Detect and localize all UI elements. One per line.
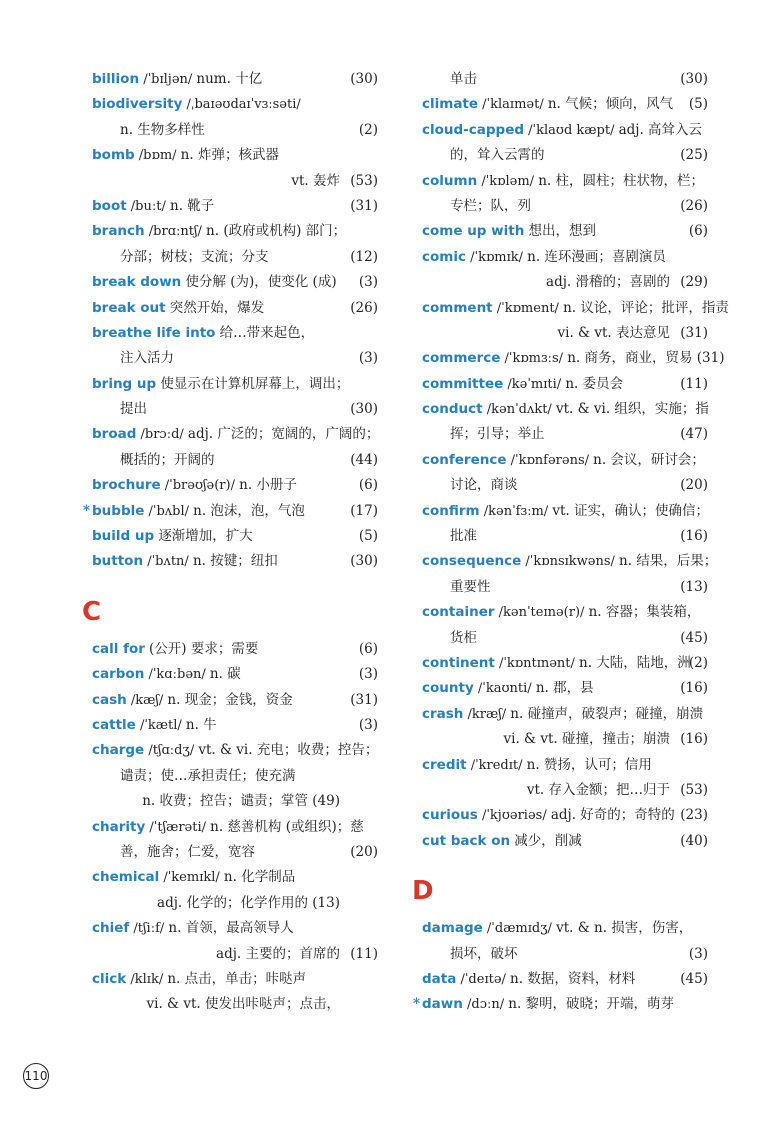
unit-reference: (40) xyxy=(680,832,708,849)
phonetic: /ˈkɒləm/ xyxy=(477,173,539,189)
definition: adj. 好奇的；奇特的 xyxy=(550,807,675,824)
headword: click xyxy=(92,970,127,987)
dictionary-entry xyxy=(92,713,378,738)
phonetic: /buːt/ xyxy=(126,198,170,214)
dictionary-entry xyxy=(422,448,708,473)
phonetic: /ˈkɒnsɪkwəns/ xyxy=(521,554,620,570)
definition: n. 慈善机构 (或组织)；慈 xyxy=(210,818,364,835)
definition: n. 委员会 xyxy=(565,375,624,392)
definition: n. (政府或机构) 部门； xyxy=(206,223,347,240)
headword: credit xyxy=(422,756,467,773)
phonetic: /ˈklaɪmət/ xyxy=(478,97,548,113)
phonetic: /brɔːd/ xyxy=(136,427,188,443)
headword: climate xyxy=(422,96,479,113)
definition: 突然开始，爆发 xyxy=(169,299,265,316)
unit-reference: (13) xyxy=(680,578,708,595)
definition: 分部；树枝；支流；分支 xyxy=(120,248,269,265)
dictionary-entry xyxy=(422,803,708,828)
dictionary-entry xyxy=(92,815,378,840)
definition: n. 会议，研讨会； xyxy=(593,451,705,468)
definition: vi. & vt. 表达意见 xyxy=(557,324,670,341)
headword: chief xyxy=(92,920,130,937)
phonetic: /kənˈfɜːm/ xyxy=(479,503,553,519)
definition: vt. 证实，确认；使确信； xyxy=(552,502,709,519)
headword: boot xyxy=(92,197,127,214)
unit-reference: (16) xyxy=(680,680,708,697)
entry-continuation xyxy=(422,321,708,346)
definition: n. 小册子 xyxy=(239,477,297,494)
unit-reference: (30) xyxy=(680,71,708,87)
entry-continuation xyxy=(422,524,708,549)
definition: vt. 存入金额；把…归于 xyxy=(526,781,670,798)
definition: n. 郡，县 xyxy=(535,680,594,697)
definition: vi. & vt. 碰撞，撞击；崩溃 xyxy=(503,731,670,748)
definition: n. 生物多样性 xyxy=(120,121,205,138)
phonetic: /ˌbaɪəʊdaɪˈvɜːsəti/ xyxy=(182,97,301,113)
unit-reference: (5) xyxy=(688,96,708,113)
dictionary-entry xyxy=(422,967,708,992)
headword: conference xyxy=(422,451,507,468)
definition: 概括的；开阔的 xyxy=(120,451,215,468)
phonetic: /brɑːntʃ/ xyxy=(144,224,207,240)
left-column xyxy=(82,67,380,1018)
dictionary-entry xyxy=(92,688,378,713)
phonetic: /ˈkɒment/ xyxy=(492,300,564,316)
definition: 使显示在计算机屏幕上，调出； xyxy=(160,375,350,392)
phonetic: /kənˈdʌkt/ xyxy=(482,402,556,418)
definition: n. 柱，圆柱；柱状物，栏； xyxy=(538,172,704,189)
definition: 想出，想到 xyxy=(528,223,596,240)
definition: 减少，削减 xyxy=(514,832,582,849)
unit-reference: (3) xyxy=(358,274,378,291)
unit-reference: (23) xyxy=(680,807,708,824)
dictionary-entry xyxy=(92,662,378,687)
phonetic: /ˈkɒmɪk/ xyxy=(465,249,528,265)
definition: adj. 高耸入云 xyxy=(618,121,703,138)
unit-reference: (53) xyxy=(350,172,378,189)
unit-reference: (2) xyxy=(688,654,708,671)
definition: 谴责；使…承担责任；使充满 xyxy=(120,767,296,784)
unit-reference: (30) xyxy=(350,553,378,570)
entry-continuation xyxy=(92,789,378,814)
phonetic: /ˈkemɪkl/ xyxy=(159,870,224,886)
dictionary-entry xyxy=(422,169,708,194)
entry-continuation xyxy=(422,194,708,219)
definition: vi. & vt. 使发出咔哒声；点击， xyxy=(146,996,340,1013)
definition: n. 黎明，破晓；开端，萌芽 xyxy=(508,996,675,1013)
dictionary-entry xyxy=(92,637,378,662)
entry-continuation xyxy=(422,143,708,168)
headword: call for xyxy=(92,640,145,657)
unit-reference: (30) xyxy=(350,401,378,418)
headword: cloud-capped xyxy=(422,121,525,138)
phonetic: /kæʃ/ xyxy=(126,692,168,708)
entry-continuation xyxy=(92,169,378,194)
definition: 重要性 xyxy=(450,578,491,595)
definition: vt. 轰炸 xyxy=(291,172,340,189)
asterisk-mark: * xyxy=(83,502,91,519)
definition: 损坏，破坏 xyxy=(450,945,518,962)
headword: comic xyxy=(422,248,466,265)
headword: dawn xyxy=(422,996,463,1013)
phonetic: /tʃiːf/ xyxy=(129,921,169,937)
dictionary-entry xyxy=(92,422,378,447)
entry-continuation xyxy=(422,626,708,651)
definition: 挥；引导；举止 xyxy=(450,426,545,443)
headword: crash xyxy=(422,705,464,722)
definition: n. 结果，后果； xyxy=(619,553,718,570)
dictionary-entry xyxy=(422,702,708,727)
entry-continuation xyxy=(92,992,378,1017)
phonetic: /ˈkɒntɪnənt/ xyxy=(494,655,580,671)
unit-reference: (45) xyxy=(680,629,708,646)
headword: column xyxy=(422,172,478,189)
headword: comment xyxy=(422,299,493,316)
headword: carbon xyxy=(92,666,145,683)
headword: button xyxy=(92,553,144,570)
dictionary-entry xyxy=(92,967,378,992)
phonetic: /ˈtʃærəti/ xyxy=(145,819,211,835)
unit-reference: (20) xyxy=(680,477,708,494)
definition: n. 议论，评论；批评，指责 xyxy=(563,299,729,316)
dictionary-entry xyxy=(422,651,708,676)
entry-continuation xyxy=(92,891,378,916)
definition: 逐渐增加，扩大 xyxy=(158,528,253,545)
phonetic: /ˈdæmɪdʒ/ xyxy=(482,921,557,937)
dictionary-entry xyxy=(92,738,378,763)
dictionary-entry xyxy=(92,321,378,346)
phonetic: /kənˈteɪnə(r)/ xyxy=(494,605,589,621)
entry-continuation xyxy=(422,575,708,600)
definition: n. 连环漫画；喜剧演员 xyxy=(527,248,666,265)
definition: n. 化学制品 xyxy=(223,869,296,886)
headword: billion xyxy=(92,71,140,87)
definition: adj. 广泛的；宽阔的，广阔的； xyxy=(187,426,380,443)
headword: breathe life into xyxy=(92,324,216,341)
definition: adj. 化学的；化学作用的 (13) xyxy=(157,894,340,911)
definition: n. 商务，商业，贸易 (31) xyxy=(567,350,725,367)
dictionary-entry xyxy=(422,753,708,778)
dictionary-entry xyxy=(422,372,708,397)
unit-reference: (5) xyxy=(358,528,378,545)
dictionary-entry xyxy=(92,865,378,890)
unit-reference: (3) xyxy=(358,716,378,733)
definition: n. 碰撞声，破裂声；碰撞，崩溃 xyxy=(510,705,704,722)
dictionary-entry xyxy=(422,829,708,854)
section-letter: C xyxy=(82,596,102,627)
phonetic: /tʃɑːdʒ/ xyxy=(144,743,199,759)
unit-reference: (31) xyxy=(680,324,708,341)
definition: n. 泡沫，泡，气泡 xyxy=(193,502,305,519)
headword: container xyxy=(422,604,495,621)
entry-continuation xyxy=(92,397,378,422)
entry-continuation xyxy=(92,840,378,865)
page-number: 110 xyxy=(23,1063,49,1089)
entry-continuation xyxy=(422,727,708,752)
headword: broad xyxy=(92,426,137,443)
dictionary-entry xyxy=(92,524,378,549)
phonetic: /ˈkredɪt/ xyxy=(466,757,527,773)
unit-reference: (3) xyxy=(358,666,378,683)
definition: 专栏；队，列 xyxy=(450,197,531,214)
definition: 货柜 xyxy=(450,629,477,646)
definition: adj. 主要的；首席的 xyxy=(216,945,340,962)
dictionary-entry xyxy=(422,397,708,422)
headword: branch xyxy=(92,223,145,240)
phonetic: /kræʃ/ xyxy=(463,706,511,722)
definition: 注入活力 xyxy=(120,350,174,367)
unit-reference: (11) xyxy=(350,945,378,962)
unit-reference: (31) xyxy=(350,691,378,708)
unit-reference: (17) xyxy=(350,502,378,519)
entry-continuation xyxy=(422,473,708,498)
phonetic: /ˈkætl/ xyxy=(135,717,186,733)
headword: continent xyxy=(422,654,495,671)
entry-continuation xyxy=(92,245,378,270)
definition: num. 十亿 xyxy=(196,71,263,87)
definition: n. 收费；控告；谴责；掌管 (49) xyxy=(142,793,340,810)
unit-reference: (47) xyxy=(680,426,708,443)
definition: (公开) 要求；需要 xyxy=(149,640,259,657)
headword: cut back on xyxy=(422,832,511,849)
headword: consequence xyxy=(422,553,522,570)
definition: 提出 xyxy=(120,401,147,418)
headword: data xyxy=(422,970,457,987)
dictionary-entry xyxy=(92,143,378,168)
phonetic: /ˈkjʊəriəs/ xyxy=(477,808,551,824)
entry-continuation xyxy=(92,118,378,143)
dictionary-entry xyxy=(92,296,378,321)
definition: 给…带来起色， xyxy=(219,324,315,341)
dictionary-entry xyxy=(413,992,708,1017)
phonetic: /ˈdeɪtə/ xyxy=(456,971,511,987)
headword: committee xyxy=(422,375,504,392)
headword: county xyxy=(422,680,474,697)
entry-continuation xyxy=(92,346,378,371)
dictionary-entry xyxy=(92,916,378,941)
dictionary-entry xyxy=(92,67,378,92)
entry-continuation xyxy=(422,270,708,295)
entry-continuation xyxy=(422,778,708,803)
headword: charity xyxy=(92,818,146,835)
definition: n. 首领，最高领导人 xyxy=(168,920,294,937)
dictionary-entry xyxy=(422,676,708,701)
dictionary-entry xyxy=(92,92,378,117)
headword: bring up xyxy=(92,375,157,392)
unit-reference: (11) xyxy=(680,375,708,392)
headword: biodiversity xyxy=(92,96,183,113)
definition: n. 气候；倾向，风气 xyxy=(547,96,674,113)
headword: curious xyxy=(422,807,478,824)
entry-continuation xyxy=(92,942,378,967)
definition: 使分解 (为)，使变化 (成) xyxy=(185,274,337,291)
unit-reference: (26) xyxy=(680,197,708,214)
definition: n. 碳 xyxy=(209,666,241,683)
headword: bomb xyxy=(92,147,135,164)
unit-reference: (44) xyxy=(350,451,378,468)
unit-reference: (20) xyxy=(350,843,378,860)
unit-reference: (16) xyxy=(680,731,708,748)
asterisk-mark: * xyxy=(413,996,421,1013)
dictionary-entry xyxy=(422,92,708,117)
phonetic: /kəˈmɪti/ xyxy=(503,376,566,392)
entry-continuation xyxy=(422,422,708,447)
dictionary-entry xyxy=(92,473,378,498)
phonetic: /ˈkaʊnti/ xyxy=(473,681,536,697)
phonetic: /bɒm/ xyxy=(134,148,181,164)
definition: n. 现金；金钱，资金 xyxy=(167,691,293,708)
headword: brochure xyxy=(92,477,161,494)
dictionary-entry xyxy=(92,219,378,244)
unit-reference: (3) xyxy=(688,945,708,962)
unit-reference: (12) xyxy=(350,248,378,265)
unit-reference: (45) xyxy=(680,970,708,987)
phonetic: /ˈkɒnfərəns/ xyxy=(506,452,594,468)
dictionary-entry xyxy=(422,219,708,244)
definition: 的，耸入云霄的 xyxy=(450,147,545,164)
definition: 单击 xyxy=(450,71,477,87)
dictionary-entry xyxy=(422,245,708,270)
headword: bubble xyxy=(92,502,145,519)
unit-reference: (16) xyxy=(680,528,708,545)
unit-reference: (3) xyxy=(358,350,378,367)
phonetic: /ˈklaʊd kæpt/ xyxy=(524,122,619,138)
definition: n. 数据，资料，材料 xyxy=(510,970,636,987)
definition: n. 炸弹；核武器 xyxy=(180,147,279,164)
unit-reference: (6) xyxy=(358,640,378,657)
phonetic: /klɪk/ xyxy=(126,971,168,987)
phonetic: /ˈbʌbl/ xyxy=(144,503,194,519)
dictionary-entry xyxy=(92,194,378,219)
definition: vt. & vi. 充电；收费；控告； xyxy=(198,742,379,759)
unit-reference: (2) xyxy=(358,121,378,138)
entry-continuation xyxy=(92,448,378,473)
definition: n. 按键；纽扣 xyxy=(192,553,278,570)
dictionary-entry xyxy=(92,372,378,397)
definition: adj. 滑稽的；喜剧的 xyxy=(546,274,670,291)
phonetic: /ˈbrəʊʃə(r)/ xyxy=(160,478,240,494)
headword: cattle xyxy=(92,716,136,733)
headword: confirm xyxy=(422,502,480,519)
section-letter: D xyxy=(412,876,434,907)
dictionary-entry xyxy=(92,549,378,574)
dictionary-entry xyxy=(92,270,378,295)
definition: n. 容器；集装箱， xyxy=(588,604,701,621)
unit-reference: (53) xyxy=(680,781,708,798)
right-column xyxy=(412,67,729,1018)
definition: 善，施舍；仁爱，宽容 xyxy=(120,843,255,860)
definition: 讨论，商谈 xyxy=(450,477,518,494)
unit-reference: (30) xyxy=(350,71,378,87)
dictionary-entry xyxy=(83,499,378,524)
phonetic: /dɔːn/ xyxy=(462,997,509,1013)
headword: break down xyxy=(92,274,182,291)
dictionary-entry xyxy=(422,346,725,371)
unit-reference: (25) xyxy=(680,147,708,164)
dictionary-entry xyxy=(422,499,708,524)
headword: conduct xyxy=(422,401,483,418)
unit-reference: (6) xyxy=(688,223,708,240)
phonetic: /ˈbʌtn/ xyxy=(143,554,193,570)
definition: vt. & vi. 组织，实施；指 xyxy=(555,401,709,418)
phonetic: /ˈbɪljən/ xyxy=(139,72,197,87)
definition: n. 靴子 xyxy=(170,197,215,214)
phonetic: /ˈkɒmɜːs/ xyxy=(500,351,568,367)
entry-continuation xyxy=(92,764,378,789)
dictionary-entry xyxy=(422,549,718,574)
unit-reference: (29) xyxy=(680,274,708,291)
headword: break out xyxy=(92,299,166,316)
definition: vt. & n. 损害，伤害， xyxy=(556,920,693,937)
entry-continuation xyxy=(422,942,708,967)
headword: build up xyxy=(92,528,155,545)
unit-reference: (31) xyxy=(350,197,378,214)
definition: n. 大陆，陆地，洲 xyxy=(579,654,691,671)
definition: n. 点击，单击；咔哒声 xyxy=(167,970,307,987)
headword: cash xyxy=(92,691,127,708)
definition: n. 赞扬，认可；信用 xyxy=(526,756,652,773)
headword: commerce xyxy=(422,350,501,367)
headword: damage xyxy=(422,920,483,937)
dictionary-entry xyxy=(422,118,708,143)
entry-continuation xyxy=(422,67,708,92)
unit-reference: (26) xyxy=(350,299,378,316)
definition: n. 牛 xyxy=(185,716,217,733)
headword: come up with xyxy=(422,223,525,240)
definition: 批准 xyxy=(450,528,477,545)
headword: chemical xyxy=(92,869,160,886)
dictionary-entry xyxy=(422,600,708,625)
unit-reference: (6) xyxy=(358,477,378,494)
phonetic: /ˈkɑːbən/ xyxy=(144,667,210,683)
dictionary-entry xyxy=(422,296,729,321)
headword: charge xyxy=(92,742,145,759)
dictionary-entry xyxy=(422,916,708,941)
